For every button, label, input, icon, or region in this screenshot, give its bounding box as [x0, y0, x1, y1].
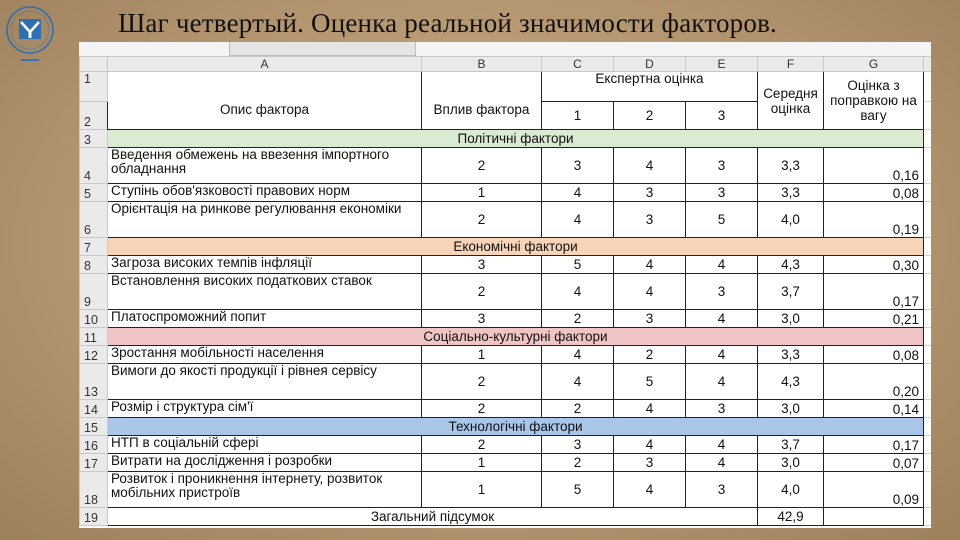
group-label[interactable]: Технологічні фактори: [108, 418, 924, 436]
average-cell[interactable]: 4,0: [758, 202, 824, 238]
expert-3-cell[interactable]: 3: [686, 472, 758, 508]
column-letter[interactable]: G: [824, 57, 924, 72]
influence-cell[interactable]: 3: [422, 256, 542, 274]
group-label[interactable]: Політичні фактори: [108, 130, 924, 148]
scroll-edge: [924, 57, 932, 72]
expert-3-cell[interactable]: 3: [686, 274, 758, 310]
table-row: [80, 274, 932, 310]
expert-1-cell[interactable]: 2: [542, 400, 614, 418]
header-expert[interactable]: Експертна оцінка: [542, 72, 758, 102]
group-row-economic: [80, 238, 932, 256]
average-cell[interactable]: 4,3: [758, 256, 824, 274]
expert-2-cell[interactable]: 3: [614, 310, 686, 328]
table-row: [80, 436, 932, 454]
spreadsheet: [79, 42, 931, 528]
average-cell[interactable]: 3,3: [758, 148, 824, 184]
table-row: [80, 472, 932, 508]
table-row: [80, 364, 932, 400]
group-row-social: [80, 328, 932, 346]
expert-3-cell[interactable]: 4: [686, 454, 758, 472]
expert-1-cell[interactable]: 3: [542, 436, 614, 454]
table-row: [80, 454, 932, 472]
factor-desc-cell[interactable]: Загроза високих темпів інфляції: [108, 256, 422, 274]
column-letter[interactable]: A: [108, 57, 422, 72]
weighted-cell[interactable]: 0,17: [824, 436, 924, 454]
factor-desc-cell[interactable]: Зростання мобільності населення: [108, 346, 422, 364]
weighted-cell[interactable]: 0,19: [824, 202, 924, 238]
weighted-cell[interactable]: 0,30: [824, 256, 924, 274]
expert-1-cell[interactable]: 4: [542, 184, 614, 202]
expert-1-cell[interactable]: 3: [542, 148, 614, 184]
weighted-cell[interactable]: 0,07: [824, 454, 924, 472]
row-number[interactable]: 8: [80, 256, 108, 274]
row-number[interactable]: 3: [80, 130, 108, 148]
expert-3-cell[interactable]: 3: [686, 148, 758, 184]
table-row: [80, 148, 932, 184]
table-row: [80, 256, 932, 274]
column-letter[interactable]: D: [614, 57, 686, 72]
expert-1-cell[interactable]: 5: [542, 256, 614, 274]
expert-3-cell[interactable]: 3: [686, 184, 758, 202]
influence-cell[interactable]: 2: [422, 202, 542, 238]
svg-text:▬▬▬: ▬▬▬: [21, 57, 39, 63]
slide-title: Шаг четвертый. Оценка реальной значимости факторов.: [118, 8, 777, 38]
row-number[interactable]: 1: [80, 72, 108, 102]
table-row: [80, 346, 932, 364]
weighted-cell[interactable]: 0,16: [824, 148, 924, 184]
factor-desc-cell[interactable]: Встановлення високих податкових ставок: [108, 274, 422, 310]
factor-desc-cell[interactable]: Розмір і структура сім'ї: [108, 400, 422, 418]
influence-cell[interactable]: 1: [422, 454, 542, 472]
factor-desc-cell[interactable]: Платоспроможний попит: [108, 310, 422, 328]
header-weighted[interactable]: Оцінка з поправкою на вагу: [824, 72, 924, 130]
factor-desc-cell[interactable]: Орієнтація на ринкове регулювання економіки: [108, 202, 422, 238]
row-number[interactable]: 10: [80, 310, 108, 328]
expert-3-cell[interactable]: 4: [686, 310, 758, 328]
column-letter[interactable]: C: [542, 57, 614, 72]
row-number[interactable]: 4: [80, 148, 108, 184]
average-cell[interactable]: 3,3: [758, 184, 824, 202]
table-row: [80, 310, 932, 328]
weighted-cell[interactable]: 0,20: [824, 364, 924, 400]
group-label[interactable]: Економічні фактори: [108, 238, 924, 256]
header-expert-3[interactable]: 3: [686, 102, 758, 130]
factor-desc-cell[interactable]: Введення обмежень на ввезення імпортного обладнання: [108, 148, 422, 184]
expert-1-cell[interactable]: 5: [542, 472, 614, 508]
expert-1-cell[interactable]: 4: [542, 364, 614, 400]
expert-3-cell[interactable]: 4: [686, 436, 758, 454]
header-expert-1[interactable]: 1: [542, 102, 614, 130]
average-cell[interactable]: 3,0: [758, 310, 824, 328]
row-number[interactable]: 6: [80, 202, 108, 238]
expert-2-cell[interactable]: 4: [614, 256, 686, 274]
factor-desc-cell[interactable]: Витрати на дослідження і розробки: [108, 454, 422, 472]
total-label[interactable]: Загальний підсумок: [108, 508, 758, 526]
row-number[interactable]: 14: [80, 400, 108, 418]
influence-cell[interactable]: 2: [422, 400, 542, 418]
row-number[interactable]: 11: [80, 328, 108, 346]
formula-bar[interactable]: [229, 42, 416, 56]
expert-1-cell[interactable]: 2: [542, 310, 614, 328]
expert-2-cell[interactable]: 4: [614, 400, 686, 418]
row-number[interactable]: 19: [80, 508, 108, 526]
row-number[interactable]: 2: [80, 102, 108, 130]
header-row-1: [80, 72, 932, 102]
row-number[interactable]: 12: [80, 346, 108, 364]
expert-1-cell[interactable]: 2: [542, 454, 614, 472]
influence-cell[interactable]: 2: [422, 148, 542, 184]
row-number[interactable]: 5: [80, 184, 108, 202]
weighted-cell[interactable]: 0,14: [824, 400, 924, 418]
average-cell[interactable]: 3,0: [758, 454, 824, 472]
column-letter[interactable]: E: [686, 57, 758, 72]
average-cell[interactable]: 3,0: [758, 400, 824, 418]
expert-3-cell[interactable]: 3: [686, 400, 758, 418]
factor-desc-cell[interactable]: Ступінь обов'язковості правових норм: [108, 184, 422, 202]
total-empty-cell[interactable]: [824, 508, 924, 526]
expert-2-cell[interactable]: 2: [614, 346, 686, 364]
expert-3-cell[interactable]: 5: [686, 202, 758, 238]
table-row: [80, 184, 932, 202]
influence-cell[interactable]: 3: [422, 310, 542, 328]
influence-cell[interactable]: 1: [422, 472, 542, 508]
column-letter[interactable]: F: [758, 57, 824, 72]
factor-desc-cell[interactable]: Розвиток і проникнення інтернету, розвиток мобільних пристроїв: [108, 472, 422, 508]
expert-2-cell[interactable]: 3: [614, 184, 686, 202]
expert-3-cell[interactable]: 4: [686, 256, 758, 274]
row-number[interactable]: 17: [80, 454, 108, 472]
university-emblem-icon: [4, 3, 56, 65]
header-expert-2[interactable]: 2: [614, 102, 686, 130]
row-number[interactable]: 9: [80, 274, 108, 310]
row-number[interactable]: 15: [80, 418, 108, 436]
total-value[interactable]: 42,9: [758, 508, 824, 526]
table-row: [80, 400, 932, 418]
average-cell[interactable]: 3,7: [758, 274, 824, 310]
row-number[interactable]: 16: [80, 436, 108, 454]
weighted-cell[interactable]: 0,21: [824, 310, 924, 328]
group-row-political: [80, 130, 932, 148]
expert-1-cell[interactable]: 4: [542, 346, 614, 364]
average-cell[interactable]: 4,3: [758, 364, 824, 400]
expert-2-cell[interactable]: 3: [614, 454, 686, 472]
average-cell[interactable]: 4,0: [758, 472, 824, 508]
expert-1-cell[interactable]: 4: [542, 274, 614, 310]
group-label[interactable]: Соціально-культурні фактори: [108, 328, 924, 346]
weighted-cell[interactable]: 0,09: [824, 472, 924, 508]
influence-cell[interactable]: 2: [422, 436, 542, 454]
header-factor-desc[interactable]: Опис фактора: [108, 72, 422, 130]
expert-3-cell[interactable]: 4: [686, 346, 758, 364]
group-row-technological: [80, 418, 932, 436]
factor-table: [79, 56, 931, 526]
row-number[interactable]: 7: [80, 238, 108, 256]
weighted-cell[interactable]: 0,08: [824, 184, 924, 202]
influence-cell[interactable]: 2: [422, 274, 542, 310]
expert-2-cell[interactable]: 4: [614, 472, 686, 508]
expert-2-cell[interactable]: 4: [614, 436, 686, 454]
influence-cell[interactable]: 1: [422, 184, 542, 202]
weighted-cell[interactable]: 0,08: [824, 346, 924, 364]
influence-cell[interactable]: 2: [422, 364, 542, 400]
header-average[interactable]: Середня оцінка: [758, 72, 824, 130]
column-letter[interactable]: B: [422, 57, 542, 72]
expert-2-cell[interactable]: 3: [614, 202, 686, 238]
table-row: [80, 202, 932, 238]
expert-2-cell[interactable]: 4: [614, 148, 686, 184]
influence-cell[interactable]: 1: [422, 346, 542, 364]
expert-1-cell[interactable]: 4: [542, 202, 614, 238]
expert-2-cell[interactable]: 5: [614, 364, 686, 400]
expert-2-cell[interactable]: 4: [614, 274, 686, 310]
factor-desc-cell[interactable]: НТП в соціальній сфері: [108, 436, 422, 454]
average-cell[interactable]: 3,3: [758, 346, 824, 364]
header-influence[interactable]: Вплив фактора: [422, 72, 542, 130]
expert-3-cell[interactable]: 4: [686, 364, 758, 400]
corner-cell[interactable]: [80, 57, 108, 72]
row-number[interactable]: 18: [80, 472, 108, 508]
column-letters-row: [80, 57, 932, 72]
weighted-cell[interactable]: 0,17: [824, 274, 924, 310]
factor-desc-cell[interactable]: Вимоги до якості продукції і рівнея сервісу: [108, 364, 422, 400]
average-cell[interactable]: 3,7: [758, 436, 824, 454]
row-number[interactable]: 13: [80, 364, 108, 400]
total-row: [80, 508, 932, 526]
sheet-toolbar-strip: [79, 42, 931, 57]
